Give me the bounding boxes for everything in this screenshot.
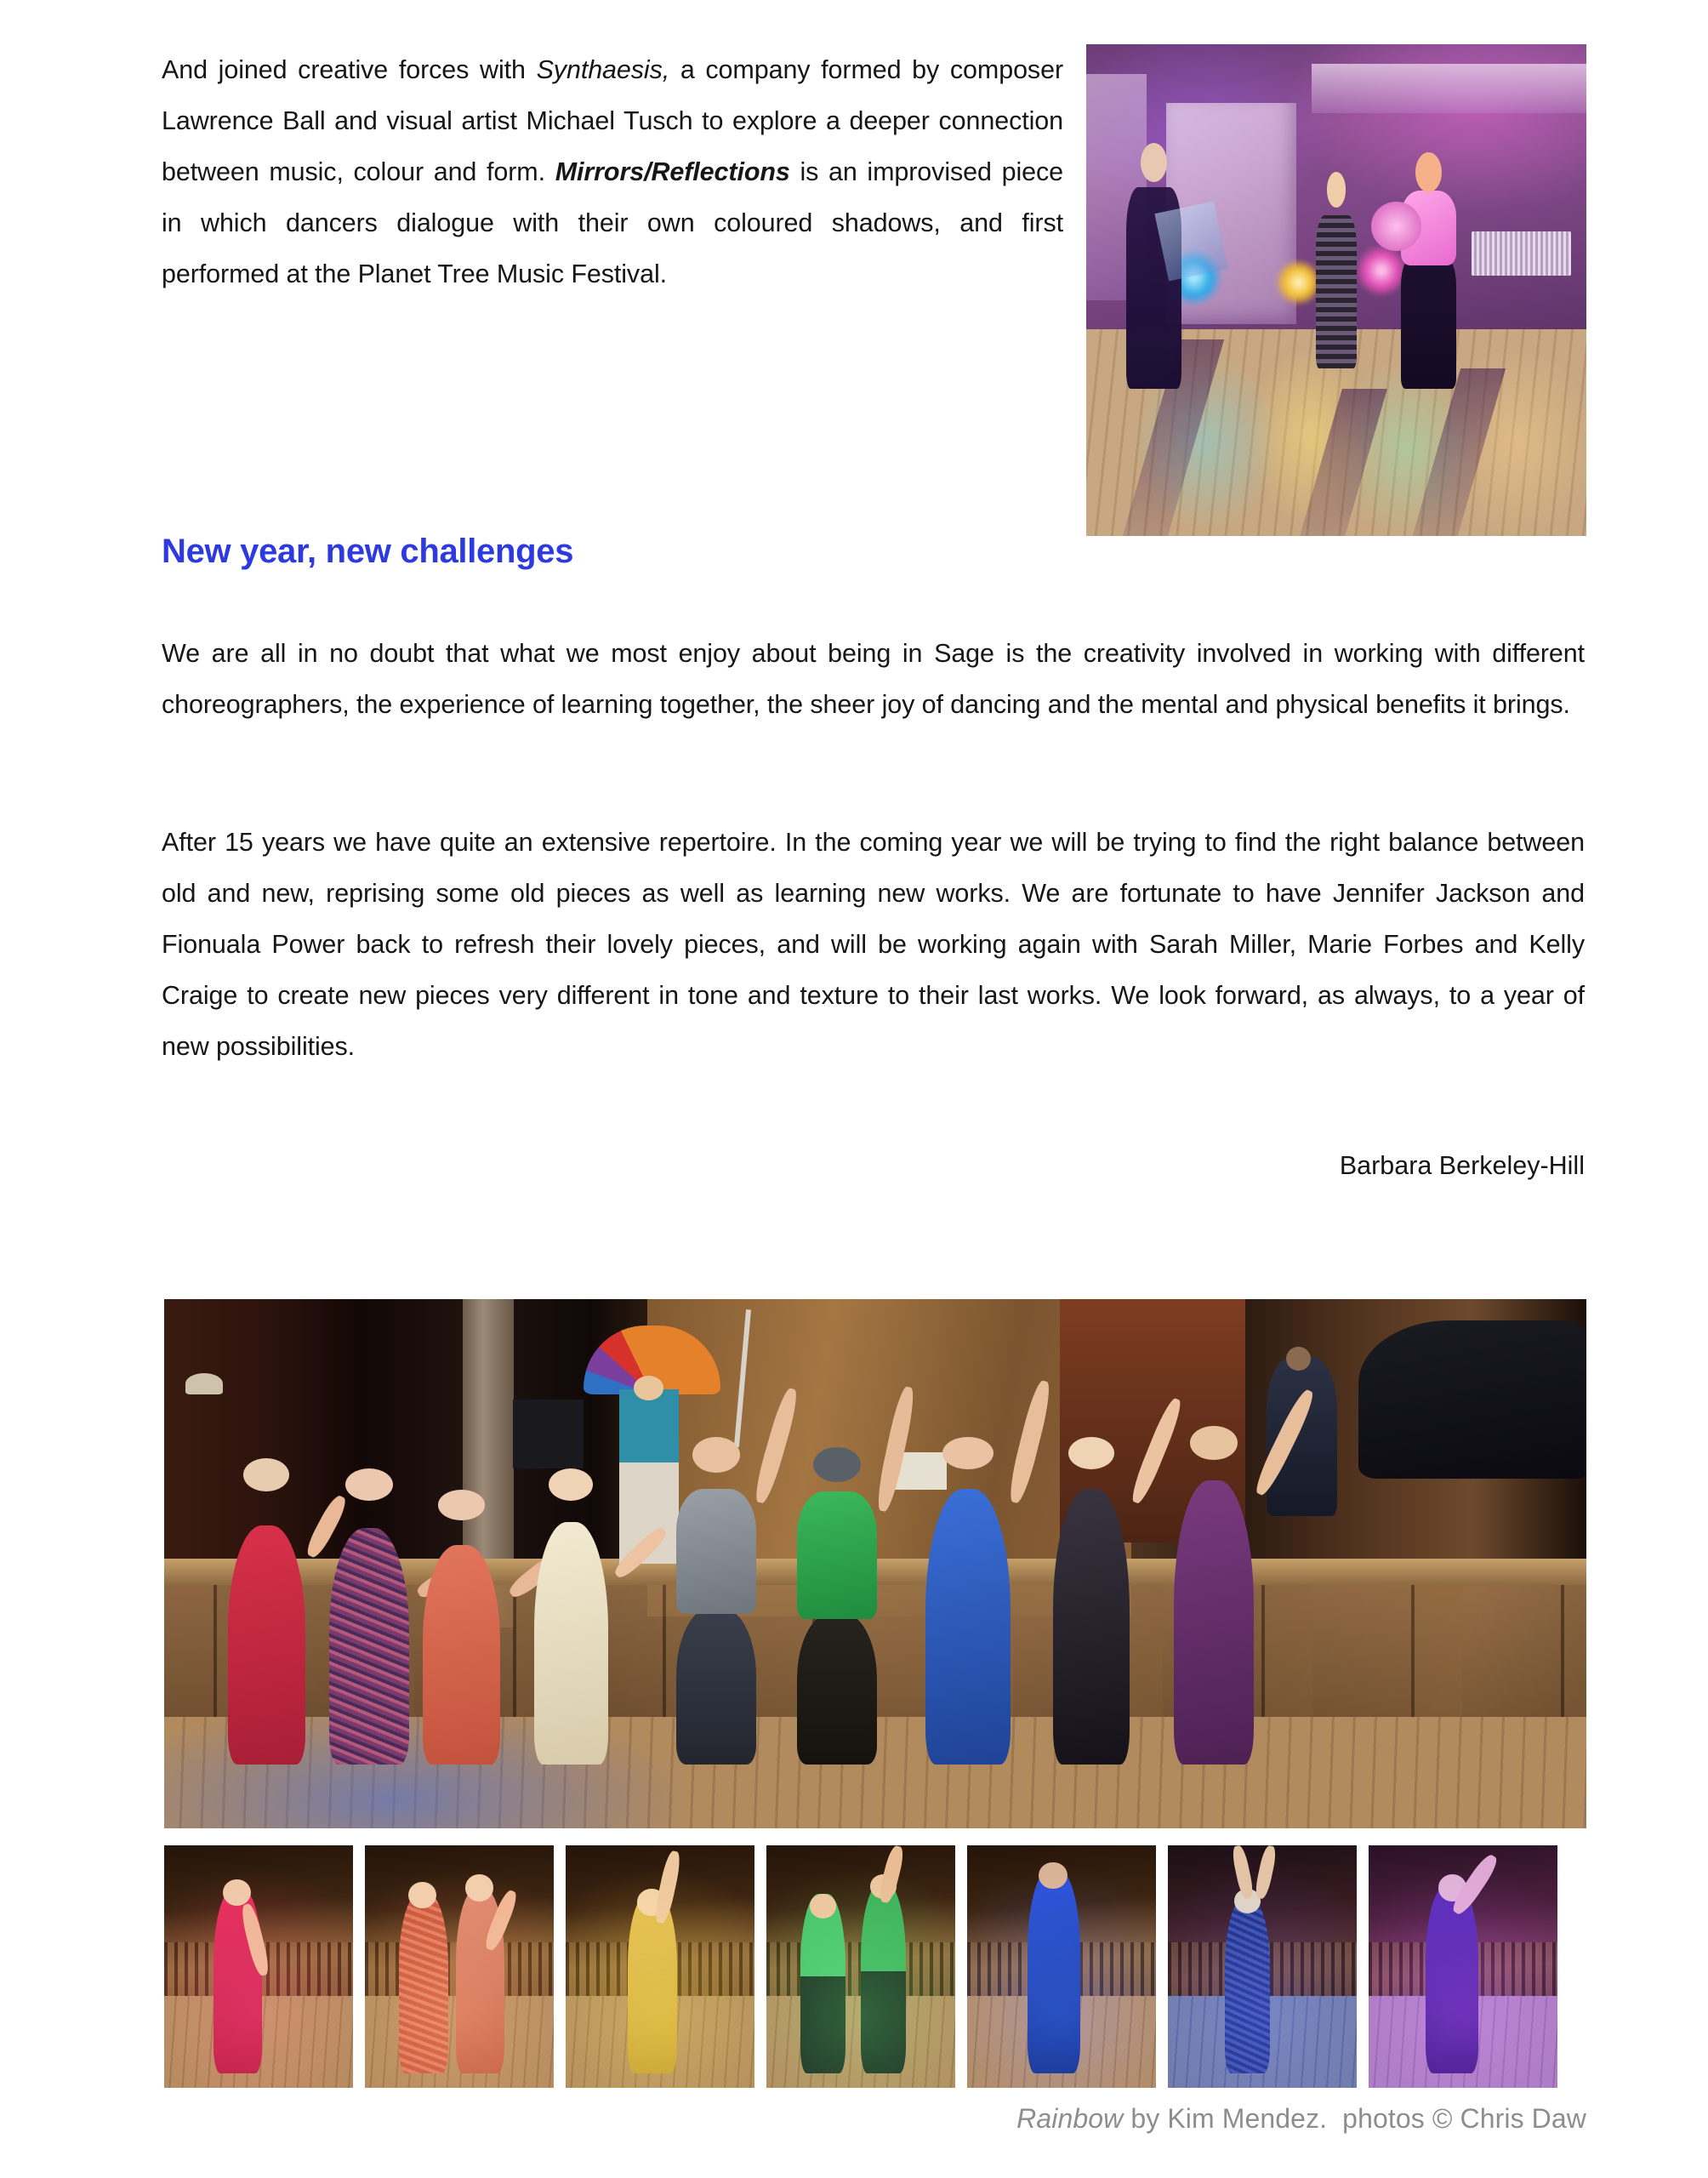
dancer-head [1190, 1426, 1238, 1460]
dancer-trousers [797, 1612, 877, 1765]
paragraph-repertoire: After 15 years we have quite an extensive repertoire. In the coming year we will be trying to find the right balance between old and new, reprising some old pieces as well as learning new works. We are fortunate to have Jennifer Jackson and Fionuala Power back to refresh their lovely pieces, and will be working again with Sarah Miller, Marie Forbes and Kelly Craige to create new pieces very different in tone and texture to their last works. We look forward, as always, to a year of new possibilities. [162, 828, 1585, 1061]
paragraph-creativity: We are all in no doubt that what we most enjoy about being in Sage is the creativity involved in working with different choreographers, the experience of learning together, the sheer joy of dancing and the mental and physical benefits it brings. [162, 639, 1585, 719]
intro-part3: is an improvised piece in which dancers dialogue with their own coloured shadows, and first performed at the Planet Tree Music Festival. [162, 157, 1063, 288]
dancer-head [1068, 1437, 1114, 1470]
dancer-head [345, 1468, 393, 1501]
dancer-costume [329, 1528, 409, 1765]
thumbnail-green [766, 1845, 955, 2088]
dancer-head [549, 1468, 593, 1501]
dancer-green [797, 1447, 877, 1765]
intro-text-block [162, 44, 1063, 299]
thumbnail-blue [967, 1845, 1156, 2088]
radiator [1472, 231, 1572, 276]
thumbnail-orange [365, 1845, 554, 2088]
dancer-costume [534, 1522, 608, 1765]
thumb-colour-wash [1369, 1845, 1557, 2088]
dancer-blue [925, 1437, 1011, 1765]
dancer-right [1401, 152, 1456, 388]
dancer-costume [925, 1489, 1011, 1765]
photo-caption [164, 2103, 1586, 2135]
light-disc-held [1371, 202, 1421, 251]
musician-head [1286, 1347, 1310, 1371]
thumbnail-red [164, 1845, 353, 2088]
dancer-patterned [329, 1468, 409, 1765]
dancer-centre [1316, 172, 1356, 368]
dancer-body [1401, 256, 1456, 388]
dancer-costume [1053, 1489, 1130, 1765]
dancer-head [1327, 172, 1346, 208]
dancer-cream [534, 1468, 608, 1765]
dancer-shirt [676, 1489, 756, 1614]
stage-speaker [513, 1400, 584, 1468]
grand-piano [1358, 1320, 1586, 1480]
dancer-green-top [797, 1491, 877, 1618]
dancer-head [438, 1490, 484, 1520]
rainbow-group-photo [164, 1299, 1586, 1828]
thumbnail-strip [164, 1845, 1586, 2088]
dancer-head [942, 1437, 993, 1470]
thumbnail-yellow [566, 1845, 754, 2088]
dancer-head [243, 1458, 289, 1492]
thumbnail-indigo [1168, 1845, 1357, 2088]
author-signature: Barbara Berkeley-Hill [1339, 1151, 1585, 1180]
dancer-costume [228, 1525, 305, 1765]
pink-light-glow [1357, 246, 1407, 295]
thumb-colour-wash [766, 1845, 955, 2088]
thumb-colour-wash [967, 1845, 1156, 2088]
intro-part2: a company formed by composer Lawrence Ball and visual artist Michael Tusch to explore a deeper connection between music, colour and form. [162, 55, 1063, 186]
thumb-colour-wash [164, 1845, 353, 2088]
synthaesis-italic: Synthaesis, [536, 55, 670, 84]
caption-choreographer: by Kim Mendez. [1123, 2103, 1328, 2134]
wall-lamp [185, 1373, 222, 1394]
dancer-costume [423, 1545, 499, 1765]
dancer-head [692, 1437, 740, 1473]
thumbnail-violet [1369, 1845, 1557, 2088]
dancer-trousers [676, 1607, 756, 1765]
umbrella-holder-head [634, 1376, 663, 1400]
intro-paragraph [162, 44, 1063, 299]
thumb-colour-wash [365, 1845, 554, 2088]
dancer-head [1415, 152, 1442, 192]
mirrors-reflections-bold-italic: Mirrors/Reflections [555, 157, 790, 186]
caption-piece-title: Rainbow [1016, 2103, 1124, 2134]
dancer-coral [423, 1490, 499, 1765]
dancer-grey [676, 1437, 756, 1765]
paragraph-block-creativity [162, 628, 1585, 730]
dancer-red [228, 1458, 305, 1765]
intro-part1: And joined creative forces with [162, 55, 537, 84]
dancer-black [1053, 1437, 1130, 1765]
dancer-purple [1174, 1426, 1254, 1765]
thumb-colour-wash [566, 1845, 754, 2088]
section-heading: New year, new challenges [162, 533, 574, 570]
mirrors-reflections-photo [1086, 44, 1586, 536]
wall-cornice [1312, 64, 1586, 113]
dancer-costume [1174, 1480, 1254, 1765]
thumb-colour-wash [1168, 1845, 1357, 2088]
caption-photo-credit: photos © Chris Daw [1342, 2103, 1586, 2134]
dancer-head [1141, 143, 1167, 182]
dancer-body [1316, 215, 1356, 368]
dancer-head-with-cap [813, 1447, 861, 1482]
paragraph-block-repertoire [162, 817, 1585, 1072]
